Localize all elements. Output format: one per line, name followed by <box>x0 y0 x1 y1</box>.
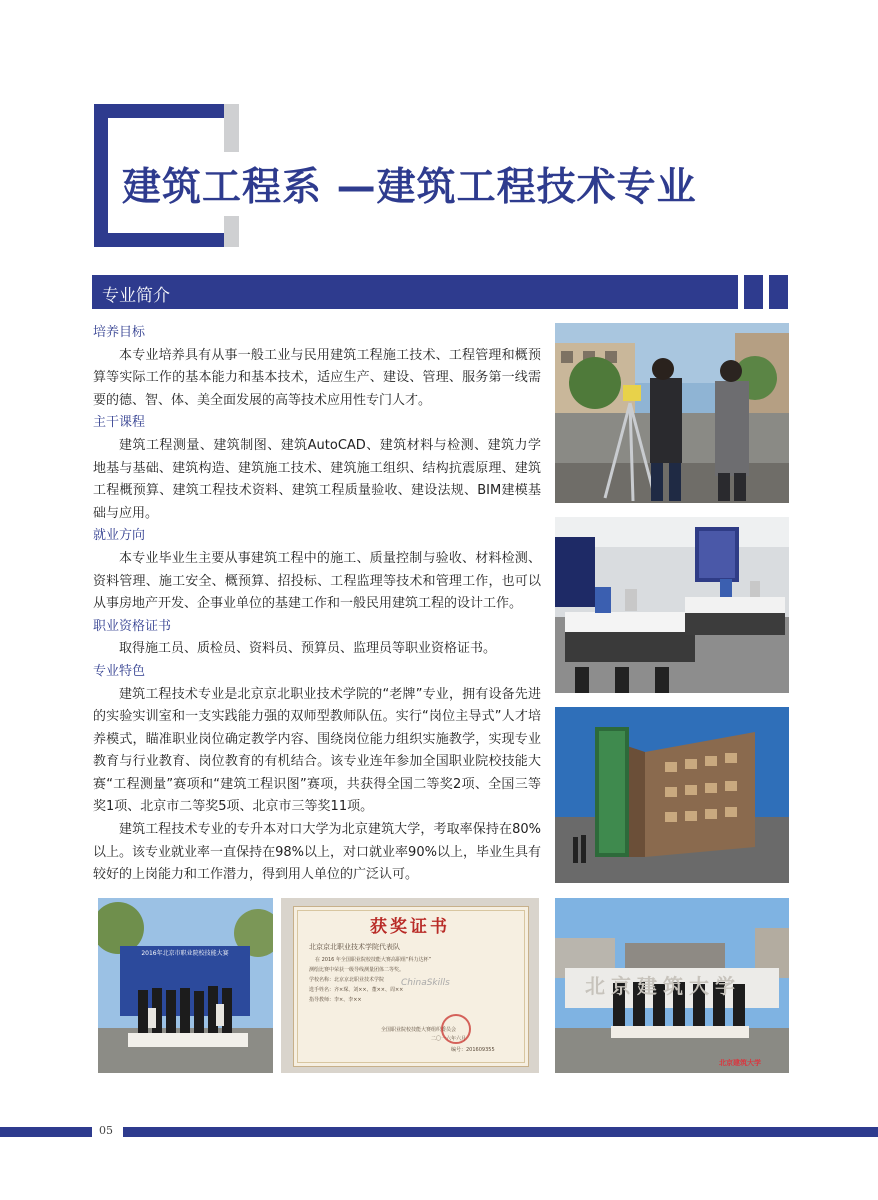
certificate-watermark: ChinaSkills <box>401 978 450 988</box>
photo-campus-gate <box>555 898 789 1073</box>
certificate-line4: 学校名称：北京京北职业技术学院 <box>309 977 385 983</box>
career-text: 本专业毕业生主要从事建筑工程中的施工、质量控制与验收、材料检测、资料管理、施工安全、概预算、招投标、工程监理等技术和管理工作，也可以从事房地产开发、企事业单位的基建工作和一般民用建筑工程的设计工作。 <box>93 550 541 612</box>
feature-text-2: 建筑工程技术专业的专升本对口大学为北京建筑大学，考取率保持在80%以上。该专业就业率一直保持在98%以上，对口就业率90%以上，毕业生具有较好的上岗能力和工作潜力，得到用人单位的广泛认可。 <box>93 822 541 883</box>
certificate-date: 二〇一六年六月 <box>431 1036 467 1042</box>
certificate-line1: 北京京北职业技术学院代表队 <box>309 943 400 951</box>
page-title: 建筑工程系 —建筑工程技术专业 <box>118 152 705 216</box>
campus-sign: 北京建筑大学 <box>585 974 741 998</box>
footer-bar <box>123 1127 878 1137</box>
section-bar <box>92 275 738 309</box>
certificate-line6: 指导教师：李×、李×× <box>309 997 362 1003</box>
certificate-serial: 编号：201609355 <box>451 1047 495 1053</box>
certificate-org: 全国职业院校技能大赛组织委员会 <box>381 1027 457 1033</box>
certificate-title: 获奖证书 <box>370 917 450 937</box>
title-frame-corner <box>209 104 224 118</box>
footer-bar <box>0 1127 92 1137</box>
title-frame-corner <box>209 233 224 247</box>
intro-text <box>93 322 541 887</box>
cert-text: 取得施工员、质检员、资料员、预算员、监理员等职业资格证书。 <box>119 641 497 657</box>
certificate-line3: 测绘比赛中荣获一级导线测量团体二等奖。 <box>309 967 405 973</box>
photo-competition-team <box>98 898 273 1073</box>
career-heading: 就业方向 <box>93 528 146 544</box>
goal-heading: 培养目标 <box>93 325 146 340</box>
photo-lab <box>555 517 789 693</box>
courses-text: 建筑工程测量、建筑制图、建筑AutoCAD、建筑材料与检测、建筑力学地基与基础、建筑构造、建筑施工技术、建筑施工组织、结构抗震原理、建筑工程概预算、建筑工程技术资料、建筑工程质量验收、建设法规、BIM建模基础与应用。 <box>93 437 541 521</box>
courses-heading: 主干课程 <box>93 415 146 431</box>
feature-text-1: 建筑工程技术专业是北京京北职业技术学院的“老牌”专业，拥有设备先进的实验实训室和一支实践能力强的双师型教师队伍。实行“岗位主导式”人才培养模式，瞄准职业岗位确定教学内容、围绕岗位能力组织实施教学，实现专业教育与行业教育、岗位教育的有机结合。该专业连年参加全国职业院校技能大赛“工程测量”赛项和“建筑工程识图”赛项，共获得全国二等奖2项、全国三等奖1项、北京市二等奖5项、北京市三等奖11项。 <box>93 686 541 815</box>
section-bar-tab <box>769 275 788 309</box>
photo-building-model <box>555 707 789 883</box>
feature-heading: 专业特色 <box>93 663 146 679</box>
campus-caption: 北京建筑大学 <box>719 1059 761 1067</box>
banner-text: 2016年北京市职业院校技能大赛 <box>141 950 229 957</box>
section-title: 专业简介 <box>102 286 170 306</box>
photo-surveying <box>555 323 789 503</box>
certificate-seal <box>441 1014 471 1044</box>
page-number: 05 <box>99 1124 113 1137</box>
certificate-line2: 在 2016 年全国职业院校技能大赛高职组“科力达杯” <box>315 957 432 963</box>
goal-text: 本专业培养具有从事一般工业与民用建筑工程施工技术、工程管理和概预算等实际工作的基本能力和基本技术，适应生产、建设、管理、服务第一线需要的德、智、体、美全面发展的高等技术应用性专门人才。 <box>93 347 541 408</box>
cert-heading: 职业资格证书 <box>93 618 172 634</box>
certificate-line5: 选手姓名：齐×琛、刘××、董××、周×× <box>309 987 404 993</box>
award-certificate <box>281 898 539 1073</box>
section-bar-tab <box>744 275 763 309</box>
